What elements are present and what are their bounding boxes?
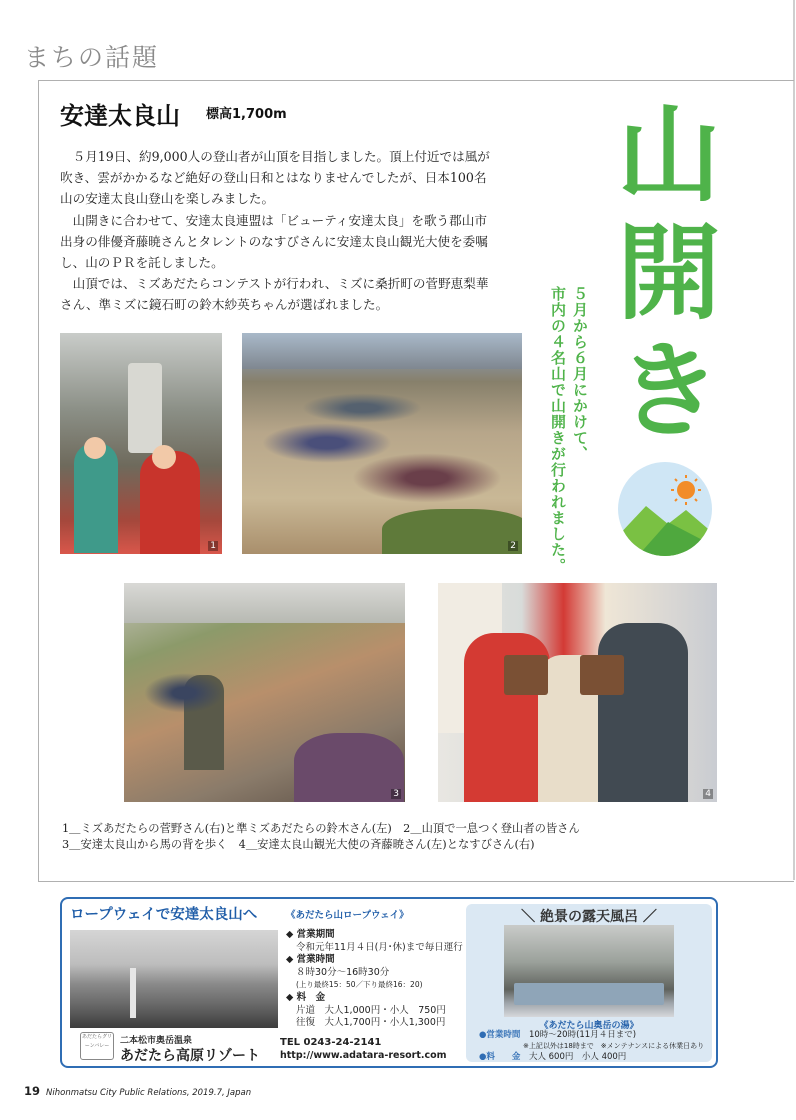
onsen-hours-key: ●営業時間 bbox=[479, 1030, 521, 1040]
resort-phone: TEL 0243-24-2141 bbox=[280, 1037, 382, 1048]
photo-number: 4 bbox=[705, 789, 711, 799]
resort-brand-sub: 二本松市奥岳温泉 bbox=[120, 1036, 193, 1046]
big-title-char: 開 bbox=[616, 212, 721, 334]
period-value: 令和元年11月４日(月･休)まで毎日運行 bbox=[296, 941, 463, 953]
onsen-hours-row bbox=[479, 1030, 704, 1041]
resort-logo: あだたらグリーンバレー bbox=[80, 1032, 114, 1060]
page-number: 19 bbox=[24, 1084, 41, 1098]
photo-tourism-ambassadors bbox=[438, 583, 717, 802]
resort-brand: あだたら高原リゾート bbox=[120, 1048, 260, 1064]
onsen-photo bbox=[504, 925, 674, 1017]
fare-round: 往復 大人1,700円・小人1,300円 bbox=[296, 1017, 446, 1029]
onsen-fee-value: 大人 600円 小人 400円 bbox=[528, 1052, 627, 1062]
hours-value: ８時30分～16時30分 bbox=[296, 966, 390, 978]
onsen-fee-row bbox=[479, 1052, 704, 1063]
publication-name: Nihonmatsu City Public Relations, 2019.7, Japan bbox=[46, 1088, 252, 1098]
fare-oneway: 片道 大人1,000円・小人 750円 bbox=[296, 1004, 446, 1016]
photo-number: 3 bbox=[393, 789, 399, 799]
paragraph-1: ５月19日、約9,000人の登山者が山頂を目指しました。頂上付近では風が吹き、雲がかかるなど絶好の登山日和とはなりませんでしたが、日本100名山の安達太良山登山を楽しみました。 bbox=[60, 149, 490, 207]
photo-miss-adatara bbox=[60, 333, 222, 554]
elevation-label: 標高1,700m bbox=[206, 107, 287, 122]
page-footer bbox=[24, 1084, 251, 1098]
ropeway-ad-title: ロープウェイで安達太良山へ bbox=[70, 907, 258, 923]
onsen-info bbox=[479, 1030, 704, 1063]
hours-note: (上り最終15：50／下り最終16：20) bbox=[296, 980, 423, 990]
feature-big-title bbox=[606, 96, 732, 450]
onsen-note: ※上記以外は18時まで ※メンテナンスによる休業日あり bbox=[523, 1042, 705, 1050]
big-title-char: 山 bbox=[616, 94, 721, 216]
ropeway-info bbox=[286, 929, 463, 1030]
ropeway-ad-subtitle: 《あだたら山ロープウェイ》 bbox=[286, 910, 409, 921]
fare-label: ◆ 料 金 bbox=[286, 991, 326, 1003]
mountain-sun-badge-icon bbox=[616, 460, 714, 558]
hours-label: ◆ 営業時間 bbox=[286, 954, 335, 966]
ropeway-photo bbox=[70, 930, 278, 1028]
article-title: 安達太良山 bbox=[60, 102, 180, 130]
feature-subtitle-line2: 市内の４名山で山開きが行われました。 bbox=[549, 286, 567, 574]
resort-url[interactable]: http://www.adatara-resort.com bbox=[280, 1050, 447, 1061]
photo-number: 2 bbox=[510, 541, 516, 551]
paragraph-3: 山頂では、ミズあだたらコンテストが行われ、ミズに桑折町の菅野恵梨華さん、準ミズに鏡石町の鈴木紗英ちゃんが選ばれました。 bbox=[60, 276, 489, 313]
photo-ridge-trail bbox=[124, 583, 405, 802]
onsen-hours-value: 10時～20時(11月４日まで) bbox=[528, 1030, 637, 1040]
photo-number: 1 bbox=[210, 541, 216, 551]
paragraph-2: 山開きに合わせて、安達太良連盟は「ビューティ安達太良」を歌う郡山市出身の俳優斉藤暁さんとタレントのなすびさんに安達太良山観光大使を委嘱し、山のＰＲを託しました。 bbox=[60, 212, 488, 271]
photo-captions bbox=[62, 821, 580, 853]
onsen-fee-key: ●料 金 bbox=[479, 1052, 521, 1062]
onsen-name: 《あだたら山奥岳の湯》 bbox=[539, 1021, 639, 1031]
photo-summit-hikers bbox=[242, 333, 522, 554]
period-label: ◆ 営業期間 bbox=[286, 929, 335, 940]
feature-subtitle-line1: ５月から６月にかけて、 bbox=[571, 286, 589, 462]
caption-line: 1＿ミズあだたらの菅野さん(右)と準ミズあだたらの鈴木さん(左) 2＿山頂で一息つく登山者の皆さん bbox=[62, 822, 580, 835]
onsen-title: ＼ 絶景の露天風呂 ／ bbox=[521, 909, 657, 925]
section-header: まちの話題 bbox=[24, 43, 160, 72]
big-title-char: き bbox=[616, 330, 721, 452]
caption-line: 3＿安達太良山から馬の背を歩く 4＿安達太良山観光大使の斉藤暁さん(左)となすびさん(右) bbox=[62, 838, 535, 851]
article-body bbox=[60, 146, 496, 316]
